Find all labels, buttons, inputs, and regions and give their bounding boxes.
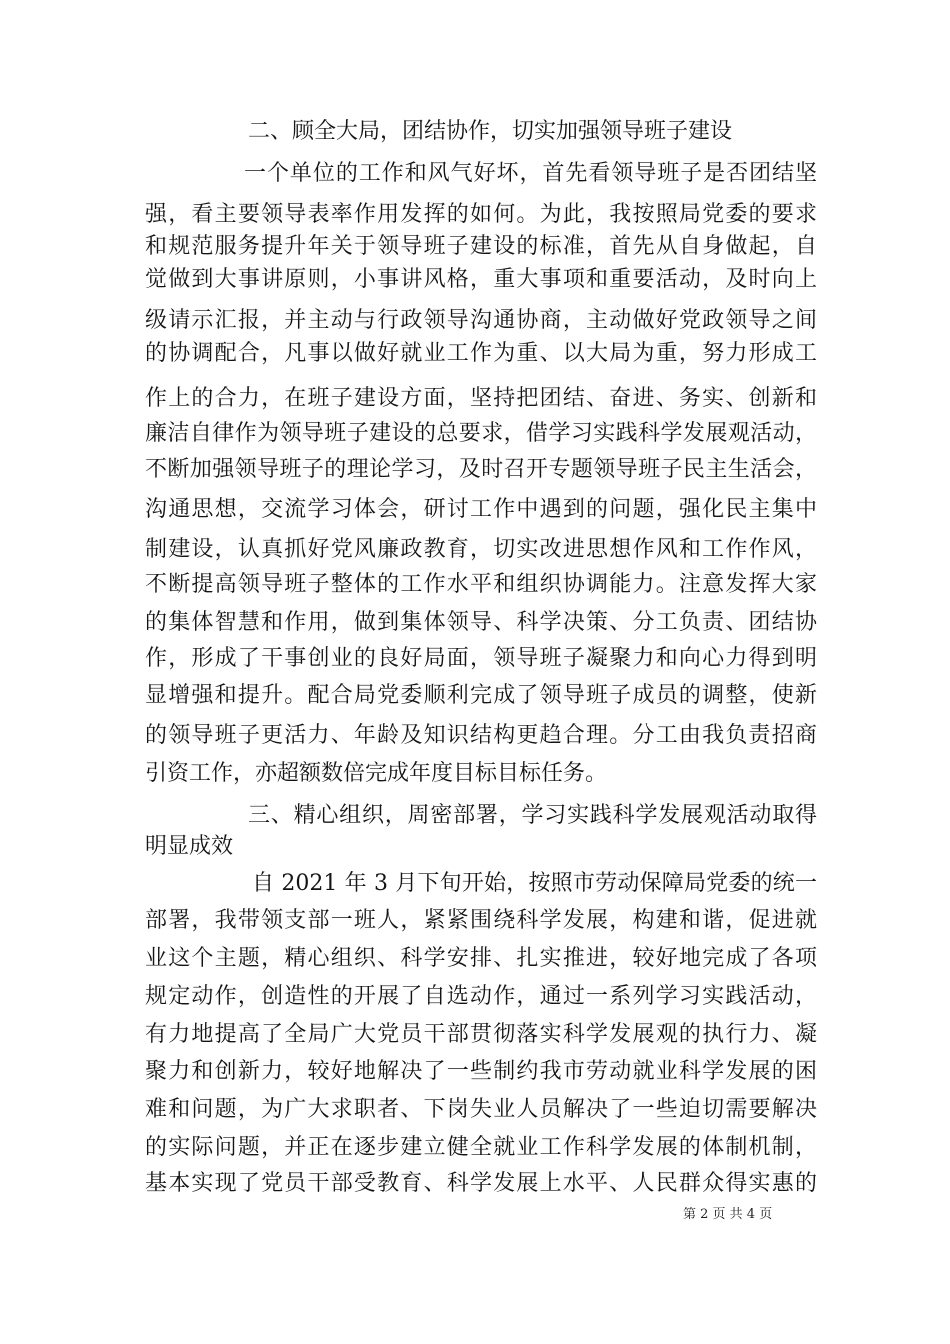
paragraph-line: 部署，我带领支部一班人，紧紧围绕科学发展，构建和谐，促进就 bbox=[145, 908, 817, 933]
paragraph-line: 的集体智慧和作用，做到集体领导、科学决策、分工负责、团结协 bbox=[145, 610, 817, 635]
paragraph-line: 作，形成了干事创业的良好局面，领导班子凝聚力和向心力得到明 bbox=[145, 646, 817, 671]
paragraph-line: 规定动作，创造性的开展了自选动作，通过一系列学习实践活动， bbox=[145, 984, 817, 1009]
paragraph-line: 廉洁自律作为领导班子建设的总要求，借学习实践科学发展观活动， bbox=[145, 421, 817, 446]
section-heading-continued: 明显成效 bbox=[145, 834, 234, 859]
paragraph-line: 不断加强领导班子的理论学习，及时召开专题领导班子民主生活会， bbox=[145, 457, 817, 482]
paragraph-line: 沟通思想，交流学习体会，研讨工作中遇到的问题，强化民主集中 bbox=[145, 497, 817, 522]
paragraph-line: 不断提高领导班子整体的工作水平和组织协调能力。注意发挥大家 bbox=[145, 572, 817, 597]
paragraph-line: 一个单位的工作和风气好坏，首先看领导班子是否团结坚 bbox=[244, 161, 817, 186]
paragraph-line: 聚力和创新力，较好地解决了一些制约我市劳动就业科学发展的困 bbox=[145, 1059, 817, 1084]
paragraph-line: 的实际问题，并正在逐步建立健全就业工作科学发展的体制机制， bbox=[145, 1135, 817, 1160]
paragraph-line: 的领导班子更活力、年龄及知识结构更趋合理。分工由我负责招商 bbox=[145, 723, 817, 748]
paragraph-line: 基本实现了党员干部受教育、科学发展上水平、人民群众得实惠的 bbox=[145, 1171, 817, 1196]
paragraph-line: 强，看主要领导表率作用发挥的如何。为此，我按照局党委的要求 bbox=[145, 202, 817, 227]
paragraph-line: 级请示汇报，并主动与行政领导沟通协商，主动做好党政领导之间 bbox=[145, 308, 817, 333]
paragraph-line: 制建设，认真抓好党风廉政教育，切实改进思想作风和工作作风， bbox=[145, 537, 817, 562]
paragraph-line: 显增强和提升。配合局党委顺利完成了领导班子成员的调整，使新 bbox=[145, 683, 817, 708]
paragraph-line: 业这个主题，精心组织、科学安排、扎实推进，较好地完成了各项 bbox=[145, 946, 817, 971]
paragraph-line: 作上的合力，在班子建设方面，坚持把团结、奋进、务实、创新和 bbox=[145, 386, 817, 411]
paragraph-line: 难和问题，为广大求职者、下岗失业人员解决了一些迫切需要解决 bbox=[145, 1097, 817, 1122]
paragraph-line: 自 2021 年 3 月下旬开始，按照市劳动保障局党委的统一 bbox=[252, 871, 817, 896]
section-heading: 三、精心组织，周密部署，学习实践科学发展观活动取得 bbox=[248, 803, 817, 828]
page-number: 第 2 页 共 4 页 bbox=[683, 1207, 773, 1222]
section-heading: 二、顾全大局，团结协作，切实加强领导班子建设 bbox=[248, 119, 733, 144]
paragraph-line: 的协调配合，凡事以做好就业工作为重、以大局为重，努力形成工 bbox=[145, 341, 817, 366]
paragraph-line: 有力地提高了全局广大党员干部贯彻落实科学发展观的执行力、凝 bbox=[145, 1022, 817, 1047]
paragraph-line: 觉做到大事讲原则，小事讲风格，重大事项和重要活动，及时向上 bbox=[145, 267, 817, 292]
paragraph-line: 和规范服务提升年关于领导班子建设的标准，首先从自身做起，自 bbox=[145, 234, 817, 259]
paragraph-line: 引资工作，亦超额数倍完成年度目标目标任务。 bbox=[145, 761, 608, 786]
